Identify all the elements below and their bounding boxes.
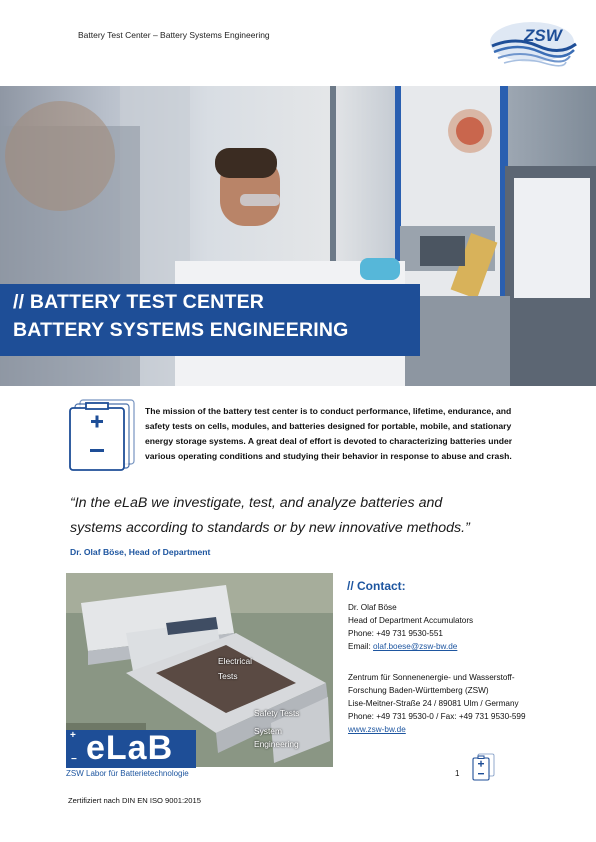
elab-minus-icon: − — [71, 754, 77, 765]
document-header-title: Battery Test Center – Battery Systems Engineering — [78, 30, 270, 40]
quote-line1: “In the eLaB we investigate, test, and analyze batteries and — [70, 495, 443, 511]
photo-label-safety-tests: Safety Tests — [254, 708, 300, 718]
elab-logo — [66, 730, 196, 768]
page-number: 1 — [455, 769, 460, 778]
banner-title-line2: BATTERY SYSTEMS ENGINEERING — [13, 319, 349, 341]
mission-statement: The mission of the battery test center is to conduct performance, lifetime, endurance, and safety tests on cells, modules, and batteries designed for portable, mobile, and stationary energy storage systems. A great deal of effort is devoted to characterizing batteries under various operating conditions and studying their behavior in response to abuse and crash. — [145, 406, 513, 461]
photo-label-engineering: Engineering — [254, 739, 299, 749]
contact-email-row — [348, 642, 457, 651]
contact-heading: // Contact: — [347, 579, 406, 593]
banner-title-line1: // BATTERY TEST CENTER — [13, 291, 265, 313]
quote-author: Dr. Olaf Böse, Head of Department — [70, 547, 211, 557]
battery-icon — [68, 398, 138, 472]
photo-caption: ZSW Labor für Batterietechnologie — [66, 769, 189, 778]
zsw-logo-text: ZSW — [524, 26, 562, 45]
photo-label-tests: Tests — [218, 671, 238, 681]
contact-org-line2: Forschung Baden-Württemberg (ZSW) — [348, 686, 489, 695]
contact-email-link[interactable]: olaf.boese@zsw-bw.de — [373, 642, 458, 651]
elab-logo-text: eLaB — [86, 729, 174, 767]
zsw-logo — [486, 16, 578, 70]
certification-note: Zertifiziert nach DIN EN ISO 9001:2015 — [68, 796, 201, 805]
contact-phone: Phone: +49 731 9530-551 — [348, 629, 443, 638]
contact-email-label: Email: — [348, 642, 374, 651]
contact-website-link[interactable]: www.zsw-bw.de — [348, 725, 406, 734]
contact-name: Dr. Olaf Böse — [348, 603, 397, 612]
quote-line2: systems according to standards or by new innovative methods.” — [70, 520, 470, 536]
contact-position: Head of Department Accumulators — [348, 616, 474, 625]
contact-address: Lise-Meitner-Straße 24 / 89081 Ulm / Germany — [348, 699, 519, 708]
battery-small-icon — [472, 753, 496, 781]
elab-plus-icon: + — [70, 730, 76, 741]
photo-label-electrical: Electrical — [218, 656, 252, 666]
contact-phone-fax: Phone: +49 731 9530-0 / Fax: +49 731 9530-599 — [348, 712, 526, 721]
photo-label-system: System — [254, 726, 282, 736]
contact-org-line1: Zentrum für Sonnenenergie- und Wasserstoff- — [348, 673, 515, 682]
